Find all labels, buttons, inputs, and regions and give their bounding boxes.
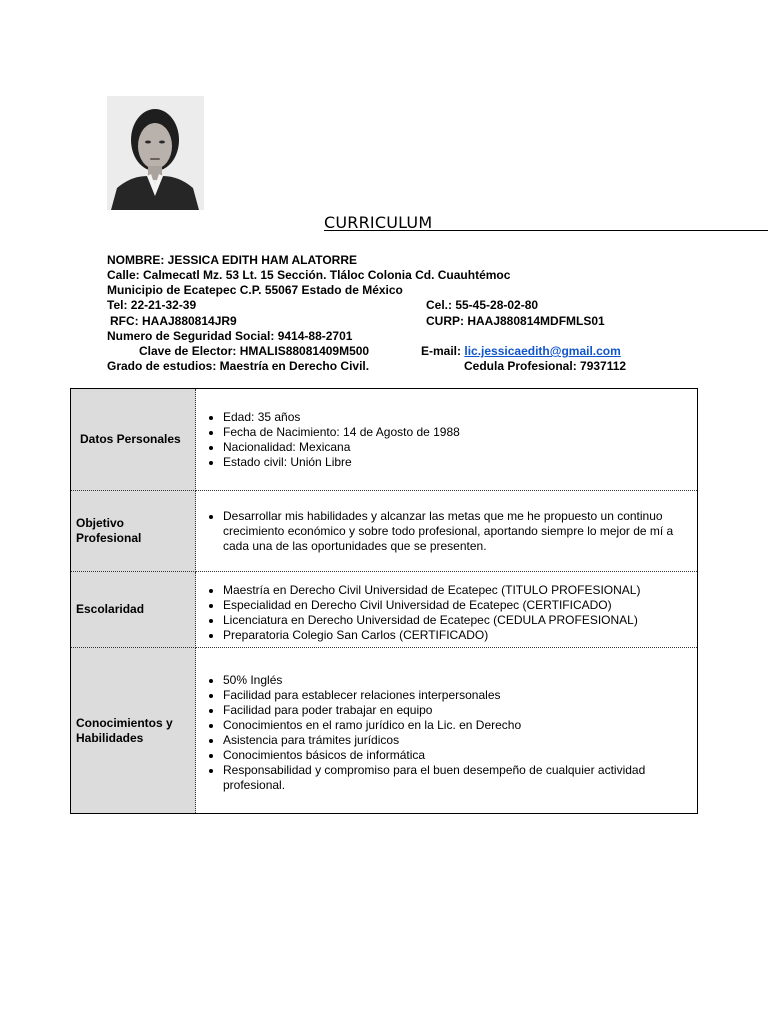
title-underline — [324, 230, 768, 231]
list-item: • Preparatoria Colegio San Carlos (CERTIFICADO) — [223, 628, 691, 643]
education-level: Grado de estudios: Maestría en Derecho Civil. — [107, 359, 370, 373]
section-row-education — [71, 572, 698, 648]
list-item: • Facilidad para poder trabajar en equipo — [223, 703, 691, 718]
bullet-list — [196, 410, 697, 470]
list-item: • Nacionalidad: Mexicana — [223, 440, 691, 455]
list-item: • Responsabilidad y compromiso para el buen desempeño de cualquier actividad profesional. — [223, 763, 691, 793]
cellphone: Cel.: 55-45-28-02-80 — [426, 298, 539, 312]
section-content — [196, 491, 698, 572]
section-row-skills — [71, 648, 698, 814]
professional-license: Cedula Profesional: 7937112 — [464, 359, 627, 373]
list-item: • 50% Inglés — [223, 673, 691, 688]
telephone: Tel: 22-21-32-39 — [107, 298, 197, 312]
email-line — [421, 344, 621, 359]
profile-photo — [107, 96, 204, 210]
email-label: E-mail: — [421, 344, 462, 358]
list-item: • Conocimientos en el ramo jurídico en la Lic. en Derecho — [223, 718, 691, 733]
list-item: • Conocimientos básicos de informática — [223, 748, 691, 763]
section-content — [196, 648, 698, 814]
municipality-line: Municipio de Ecatepec C.P. 55067 Estado de México — [107, 283, 403, 297]
section-label: Conocimientos y Habilidades — [71, 648, 196, 814]
list-item: • Fecha de Nacimiento: 14 de Agosto de 1988 — [223, 425, 691, 440]
list-item: • Maestría en Derecho Civil Universidad de Ecatepec (TITULO PROFESIONAL) — [223, 583, 691, 598]
cv-sections-table — [70, 388, 698, 814]
list-item: • Edad: 35 años — [223, 410, 691, 425]
section-row-objective — [71, 491, 698, 572]
section-content — [196, 389, 698, 491]
list-item: • Desarrollar mis habilidades y alcanzar las metas que me he propuesto un continuo crecimiento económico y sobre todo profesional, aportando siempre lo mejor de mí a cada una de las oportunidades que se presenten. — [223, 509, 691, 554]
section-row-personal-data — [71, 389, 698, 491]
list-item: • Estado civil: Unión Libre — [223, 455, 691, 470]
curp: CURP: HAAJ880814MDFMLS01 — [426, 314, 605, 328]
section-label: Datos Personales — [71, 389, 196, 491]
list-item: • Facilidad para establecer relaciones interpersonales — [223, 688, 691, 703]
section-label: Objetivo Profesional — [71, 491, 196, 572]
address-line: Calle: Calmecatl Mz. 53 Lt. 15 Sección. Tláloc Colonia Cd. Cuauhtémoc — [107, 268, 511, 282]
document-title: CURRICULUM — [324, 213, 433, 232]
list-item: • Especialidad en Derecho Civil Universidad de Ecatepec (CERTIFICADO) — [223, 598, 691, 613]
bullet-list — [196, 509, 697, 554]
section-label: Escolaridad — [71, 572, 196, 648]
bullet-list — [196, 577, 697, 643]
rfc: RFC: HAAJ880814JR9 — [110, 314, 237, 328]
name-line: NOMBRE: JESSICA EDITH HAM ALATORRE — [107, 253, 358, 267]
email-link[interactable]: lic.jessicaedith@gmail.com — [464, 344, 621, 358]
list-item: • Licenciatura en Derecho Universidad de Ecatepec (CEDULA PROFESIONAL) — [223, 613, 691, 628]
section-content — [196, 572, 698, 648]
list-item: • Asistencia para trámites jurídicos — [223, 733, 691, 748]
voter-key: Clave de Elector: HMALIS88081409M500 — [139, 344, 370, 358]
bullet-list — [196, 669, 697, 793]
social-security-number: Numero de Seguridad Social: 9414-88-2701 — [107, 329, 353, 343]
